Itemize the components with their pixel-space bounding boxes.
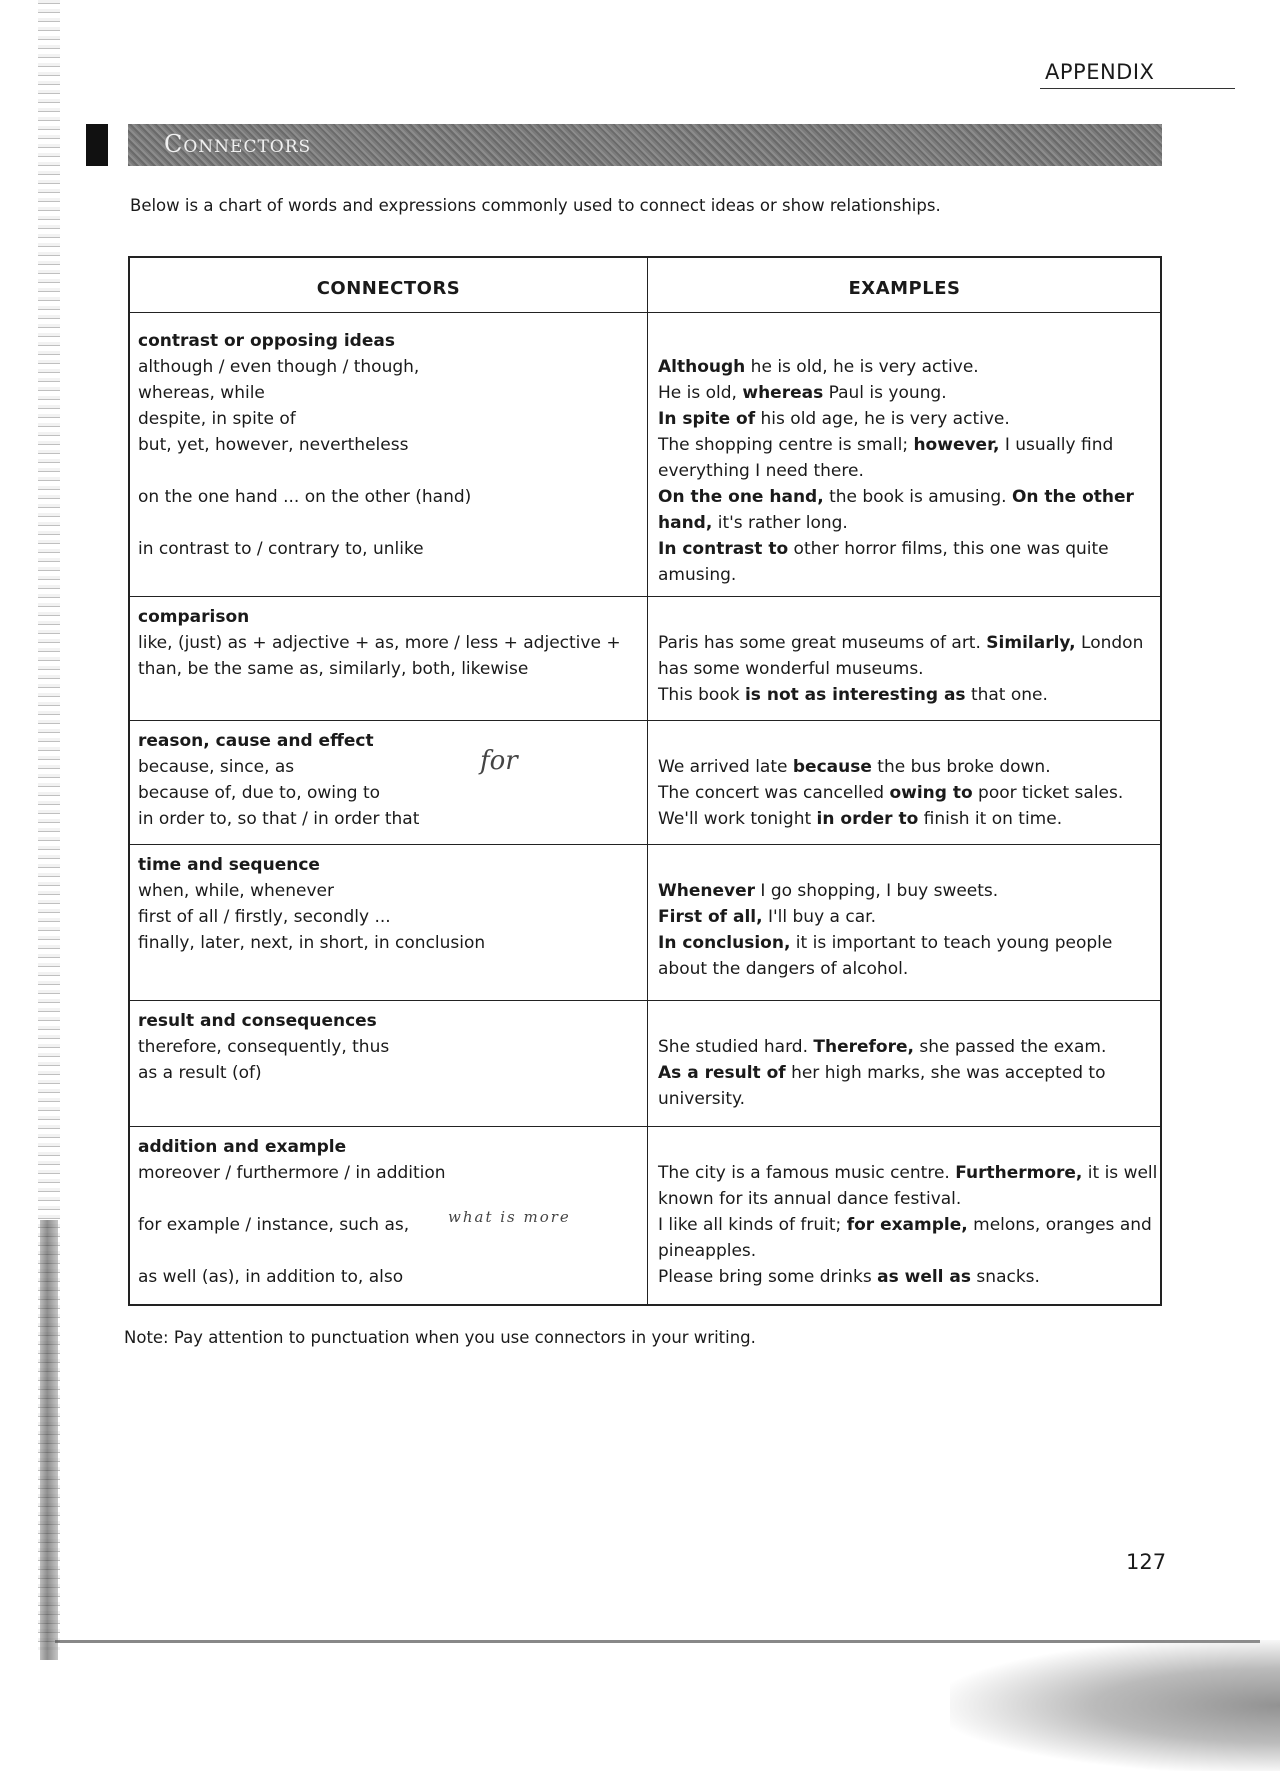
- example-sentence: [658, 380, 1158, 406]
- connector-highlight: for example,: [846, 1215, 968, 1235]
- example-text: The concert was cancelled: [658, 783, 890, 803]
- example-text: London has some wonderful museums.: [658, 633, 1144, 679]
- scan-shadow-bottom-right: [950, 1640, 1280, 1771]
- examples-cell-time: [658, 878, 1158, 982]
- connectors-cell-contrast: [138, 328, 638, 562]
- example-text: I go shopping, I buy sweets.: [755, 881, 999, 901]
- example-text: Paul is young.: [823, 383, 947, 403]
- appendix-label: APPENDIX: [1045, 60, 1155, 84]
- example-text: He is old,: [658, 383, 743, 403]
- example-text: it is important to teach young people about the dangers of alcohol.: [658, 933, 1113, 979]
- connector-highlight: First of all,: [658, 907, 763, 927]
- connector-item: because of, due to, owing to: [138, 783, 381, 803]
- connector-item: like, (just) as + adjective + as, more / less + adjective + than, be the same as, similarly, both, likewise: [138, 633, 621, 679]
- connectors-cell-reason: [138, 728, 638, 832]
- connector-highlight: As a result of: [658, 1063, 786, 1083]
- connector-highlight: Furthermore,: [955, 1163, 1083, 1183]
- handwritten-for: for: [480, 746, 518, 776]
- example-text: his old age, he is very active.: [755, 409, 1010, 429]
- connector-item: as a result (of): [138, 1063, 262, 1083]
- example-sentence: [658, 806, 1158, 832]
- category-label: addition and example: [138, 1137, 347, 1157]
- connector-highlight: In spite of: [658, 409, 756, 429]
- example-sentence: [658, 904, 1158, 930]
- example-sentence: [658, 780, 1158, 806]
- connector-item: despite, in spite of: [138, 409, 296, 429]
- example-text: other horror films, this one was quite amusing.: [658, 539, 1109, 585]
- example-sentence: [658, 484, 1158, 536]
- example-text: Paris has some great museums of art.: [658, 633, 987, 653]
- example-text: The shopping centre is small;: [658, 435, 914, 455]
- connectors-cell-comparison: [138, 604, 638, 682]
- connector-item: moreover / furthermore / in addition: [138, 1163, 446, 1183]
- example-sentence: [658, 930, 1158, 982]
- connectors-chart: [128, 256, 1162, 1306]
- connector-highlight: in order to: [816, 809, 919, 829]
- example-sentence: [658, 1212, 1158, 1264]
- example-sentence: [658, 630, 1158, 682]
- example-text: he is old, he is very active.: [745, 357, 979, 377]
- example-sentence: [658, 354, 1158, 380]
- connector-highlight: Similarly,: [986, 633, 1076, 653]
- example-text: poor ticket sales.: [972, 783, 1124, 803]
- examples-cell-result: [658, 1034, 1158, 1112]
- row-divider: [130, 1000, 1160, 1001]
- example-text: Please bring some drinks: [658, 1267, 878, 1287]
- row-divider: [130, 312, 1160, 313]
- connector-item: on the one hand ... on the other (hand): [138, 487, 472, 507]
- example-text: I'll buy a car.: [762, 907, 876, 927]
- example-text: melons, oranges and pineapples.: [658, 1215, 1152, 1261]
- example-text: the book is amusing.: [823, 487, 1012, 507]
- connector-item: because, since, as: [138, 757, 295, 777]
- row-divider: [130, 720, 1160, 721]
- example-text: her high marks, she was accepted to university.: [658, 1063, 1106, 1109]
- header-examples: EXAMPLES: [848, 278, 961, 299]
- category-label: result and consequences: [138, 1011, 377, 1031]
- connector-item: finally, later, next, in short, in conclusion: [138, 933, 486, 953]
- punctuation-note: Note: Pay attention to punctuation when you use connectors in your writing.: [124, 1328, 756, 1347]
- connector-highlight: because: [792, 757, 872, 777]
- example-sentence: [658, 878, 1158, 904]
- example-sentence: [658, 1060, 1158, 1112]
- example-text: We'll work tonight: [658, 809, 817, 829]
- examples-cell-comparison: [658, 630, 1158, 708]
- connector-highlight: however,: [913, 435, 1000, 455]
- connectors-cell-result: [138, 1008, 638, 1086]
- row-divider: [130, 844, 1160, 845]
- scan-shadow-left: [40, 1220, 58, 1660]
- example-text: We arrived late: [658, 757, 793, 777]
- connector-highlight: Therefore,: [813, 1037, 914, 1057]
- connector-item: but, yet, however, nevertheless: [138, 435, 409, 455]
- page-number: 127: [1126, 1550, 1167, 1574]
- connector-highlight: On the other hand,: [658, 487, 1134, 533]
- appendix-rule: [1040, 88, 1235, 89]
- connector-item: therefore, consequently, thus: [138, 1037, 390, 1057]
- section-title: Connectors: [164, 130, 312, 158]
- header-connectors: CONNECTORS: [316, 278, 461, 299]
- column-divider: [647, 258, 648, 1304]
- connector-item: as well (as), in addition to, also: [138, 1267, 404, 1287]
- section-marker: [86, 124, 108, 166]
- example-sentence: [658, 406, 1158, 432]
- example-text: that one.: [965, 685, 1048, 705]
- connector-item: in order to, so that / in order that: [138, 809, 420, 829]
- example-sentence: [658, 1034, 1158, 1060]
- connector-item: although / even though / though,: [138, 357, 420, 377]
- connector-highlight: On the one hand,: [658, 487, 824, 507]
- connector-item: when, while, whenever: [138, 881, 334, 901]
- example-text: she passed the exam.: [913, 1037, 1107, 1057]
- connector-highlight: owing to: [889, 783, 973, 803]
- examples-cell-addition: [658, 1160, 1158, 1290]
- connector-highlight: In contrast to: [658, 539, 789, 559]
- examples-cell-contrast: [658, 354, 1158, 588]
- example-text: snacks.: [971, 1267, 1040, 1287]
- category-label: reason, cause and effect: [138, 731, 374, 751]
- example-text: it is well known for its annual dance festival.: [658, 1163, 1158, 1209]
- example-text: She studied hard.: [658, 1037, 814, 1057]
- example-text: the bus broke down.: [871, 757, 1051, 777]
- connector-highlight: Whenever: [658, 881, 756, 901]
- example-text: This book: [658, 685, 745, 705]
- connector-highlight: as well as: [877, 1267, 972, 1287]
- connector-highlight: whereas: [742, 383, 824, 403]
- connector-highlight: In conclusion,: [658, 933, 791, 953]
- example-text: it's rather long.: [712, 513, 848, 533]
- example-sentence: [658, 754, 1158, 780]
- example-sentence: [658, 536, 1158, 588]
- intro-text: Below is a chart of words and expressions commonly used to connect ideas or show relationships.: [130, 196, 941, 215]
- category-label: contrast or opposing ideas: [138, 331, 395, 351]
- connector-item: for example / instance, such as,: [138, 1215, 410, 1235]
- connector-item: in contrast to / contrary to, unlike: [138, 539, 424, 559]
- connector-highlight: Although: [658, 357, 746, 377]
- example-text: The city is a famous music centre.: [658, 1163, 956, 1183]
- category-label: comparison: [138, 607, 250, 627]
- example-text: I like all kinds of fruit;: [658, 1215, 847, 1235]
- example-text: finish it on time.: [918, 809, 1063, 829]
- row-divider: [130, 1126, 1160, 1127]
- example-sentence: [658, 682, 1158, 708]
- connector-highlight: is not as interesting as: [744, 685, 966, 705]
- row-divider: [130, 596, 1160, 597]
- connector-item: first of all / firstly, secondly ...: [138, 907, 391, 927]
- example-sentence: [658, 1160, 1158, 1212]
- handwritten-annotation: what is more: [448, 1208, 571, 1226]
- example-sentence: [658, 1264, 1158, 1290]
- connectors-cell-time: [138, 852, 638, 956]
- example-text: I usually find everything I need there.: [658, 435, 1114, 481]
- category-label: time and sequence: [138, 855, 320, 875]
- connector-item: whereas, while: [138, 383, 265, 403]
- examples-cell-reason: [658, 754, 1158, 832]
- example-sentence: [658, 432, 1158, 484]
